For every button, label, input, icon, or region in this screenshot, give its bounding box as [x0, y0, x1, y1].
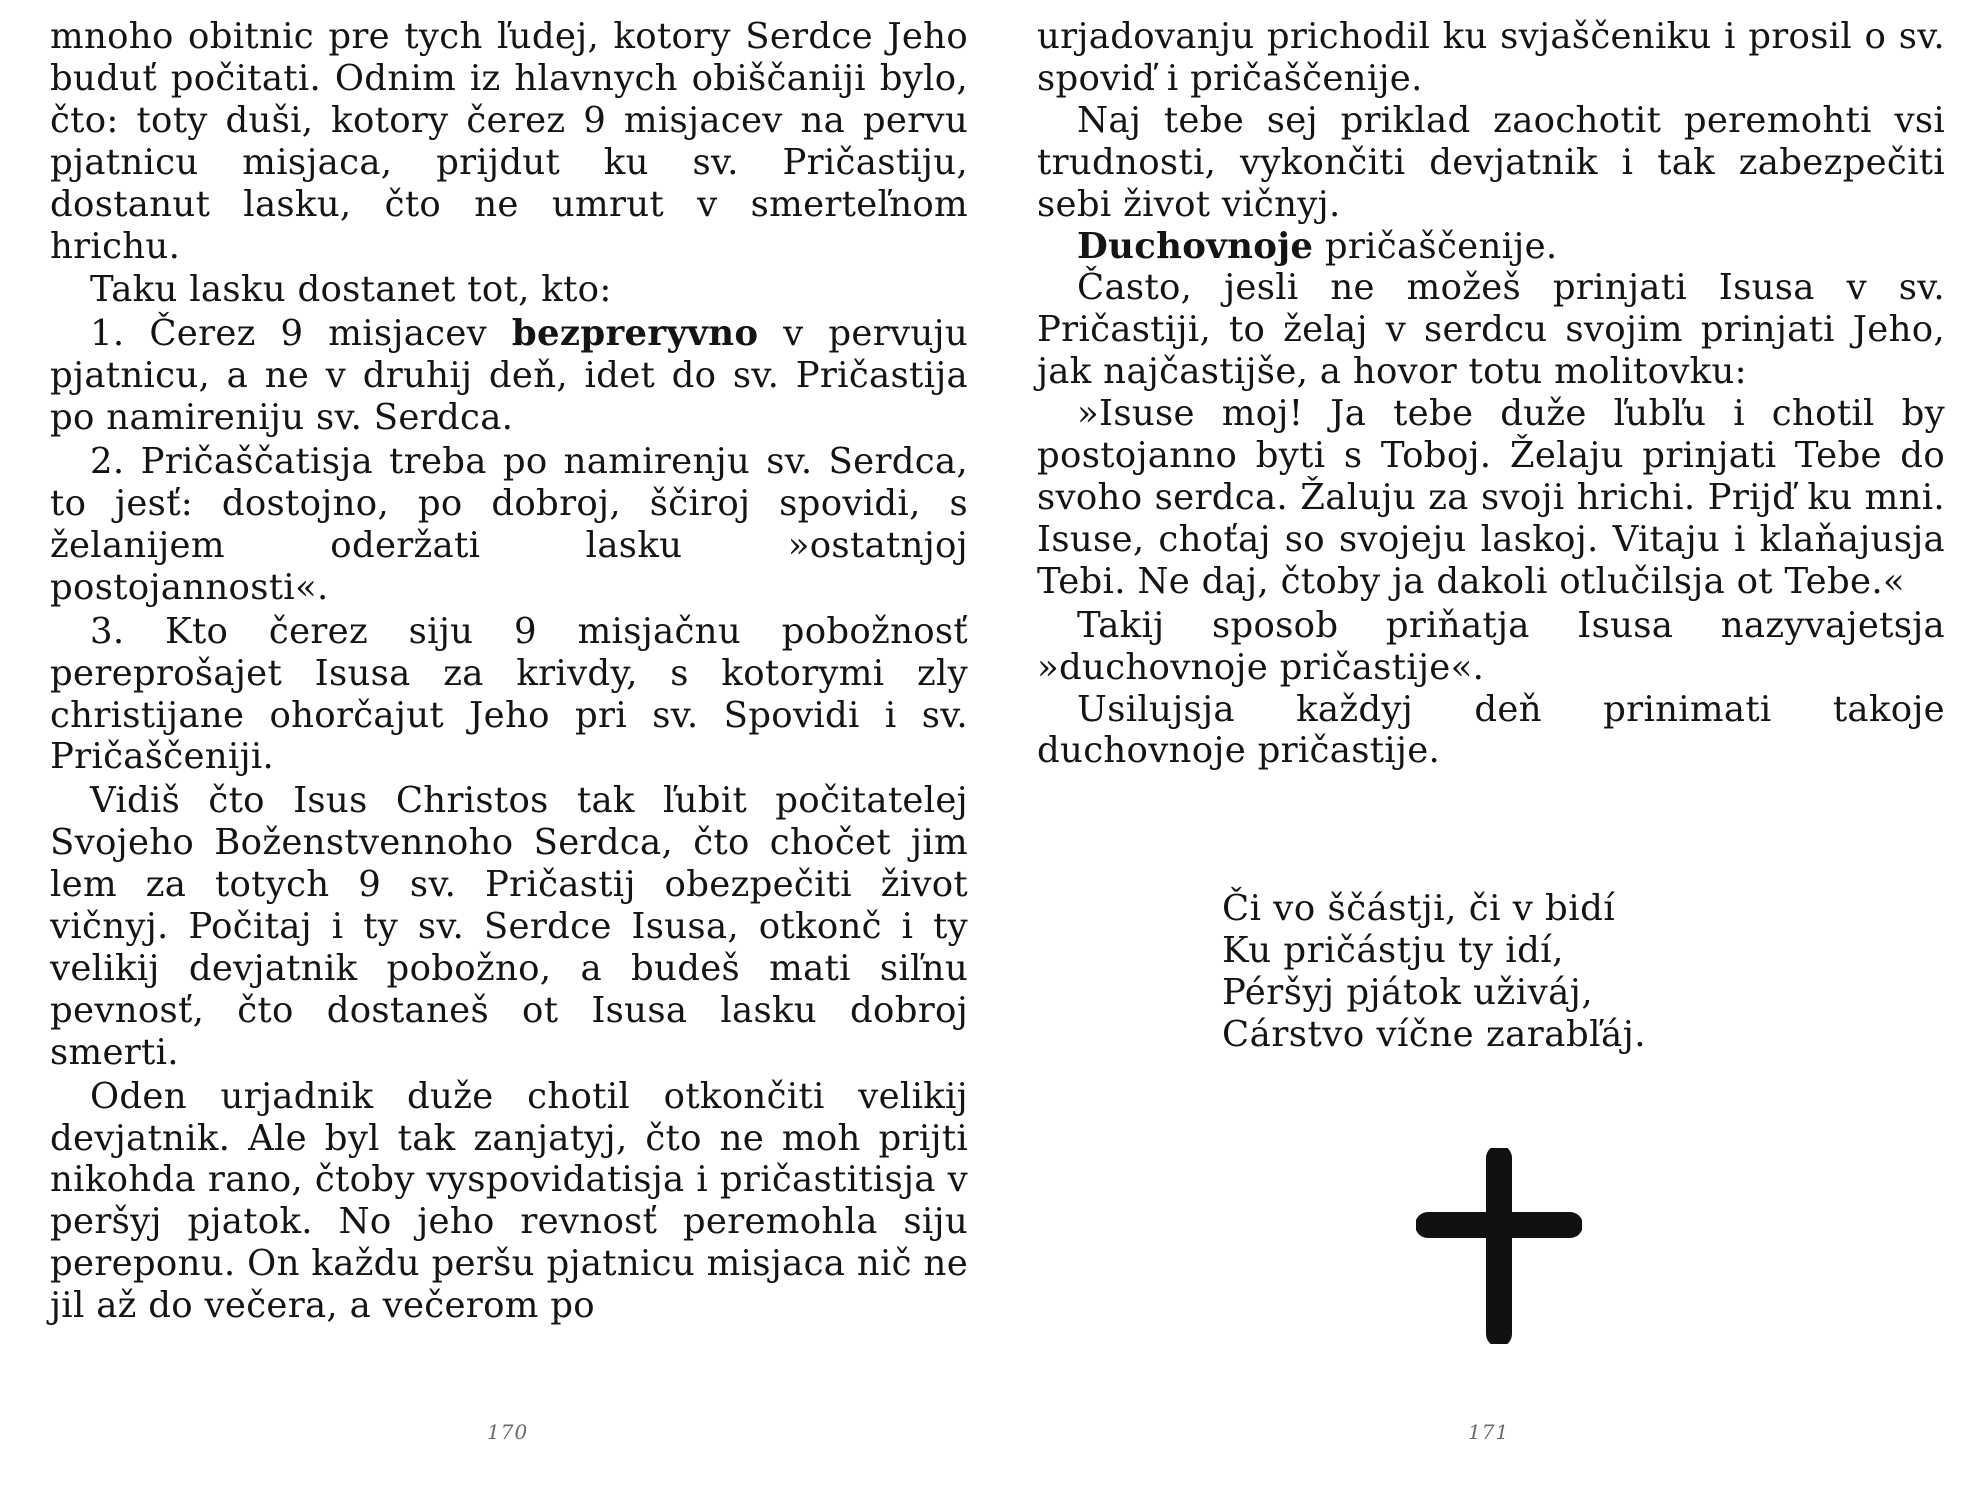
paragraph-example-continued: urjadovanju prichodil ku svjaščeniku i prosil o sv. spoviď i pričaščenije.	[1037, 16, 1945, 99]
paragraph-intro: Taku lasku dostanet tot, kto:	[90, 269, 612, 311]
right-page-text	[1037, 16, 1945, 772]
paragraph-exhortation: Vidiš čto Isus Christos tak ľubit počitatelej Svojeho Boženstvennoho Serdca, čto chočet jim lem za totych 9 sv. Pričastij obezpečiti život vičnyj. Počitaj i ty sv. Serdce Isusa, otkonč i ty velikij devjatnik pobožno, a budeš mati siľnu pevnosť, čto dostaneš ot Isusa lasku dobroj smerti.	[50, 780, 968, 1073]
paragraph-encouragement: Naj tebe sej priklad zaochotit peremohti vsi trudnosti, vykončiti devjatnik i tak zabezpečiti sebi život vičnyj.	[1037, 99, 1945, 225]
paragraph-definition: Takij sposob priňatja Isusa nazyvajetsja »duchovnoje pričastije«.	[1037, 604, 1945, 688]
condition-1-text-before: 1. Čerez 9 misjacev	[90, 313, 512, 355]
cross-icon	[1416, 1148, 1582, 1344]
paragraph-condition-1	[50, 313, 968, 439]
page-number-left: 170	[487, 1420, 529, 1444]
section-heading-spiritual-communion	[1037, 226, 1945, 268]
prayer-text: »Isuse moj! Ja tebe duže ľubľu i chotil by postojanno byti s Toboj. Želaju prinjati Tebe do svoho serdca. Žaluju za svoji hrichi. Prijď ku mni. Isuse, choťaj so svojeju laskoj. Vitaju i klaňajusja Tebi. Ne daj, čtoby ja dakoli otlučilsja ot Tebe.«	[1037, 393, 1945, 602]
paragraph-example: Oden urjadnik duže chotil otkončiti velikij devjatnik. Ale byl tak zanjatyj, čto ne moh prijti nikohda rano, čtoby vyspovidatisja i pričastitisja v peršyj pjatok. No jeho revnosť peremohla siju pereponu. On každu peršu pjatnicu misjaca nič ne jil až do večera, a večerom po	[50, 1075, 968, 1327]
page-number-right: 171	[1468, 1420, 1510, 1444]
heading-bold-word: Duchovnoje	[1077, 225, 1314, 267]
poem-line: Péršyj pjátok uživáj,	[1222, 972, 1594, 1013]
paragraph-condition-2: 2. Pričaščatisja treba po namirenju sv. Serdca, to jesť: dostojno, po dobroj, ščiroj spovidi, s želanijem oderžati lasku »ostatnjoj postojannosti«.	[50, 441, 968, 608]
heading-rest: pričaščenije.	[1313, 225, 1558, 267]
poem-verse	[1222, 888, 1646, 1056]
left-page-text	[50, 16, 968, 1327]
poem-line: Cárstvo víčne zarabľáj.	[1222, 1014, 1646, 1055]
paragraph-instruction: Často, jesli ne možeš prinjati Isusa v sv. Pričastiji, to želaj v serdcu svojim prinjati Jeho, jak najčastijše, a hovor totu molitovku:	[1037, 267, 1945, 393]
paragraph-continuation: mnoho obitnic pre tych ľudej, kotory Serdce Jeho buduť počitati. Odnim iz hlavnych obiščaniji bylo, čto: toty duši, kotory čerez 9 misjacev na pervu pjatnicu misjaca, prijdut ku sv. Pričastiju, dostanut lasku, čto ne umrut v smerteľnom hrichu.	[50, 16, 968, 267]
paragraph-closing: Usilujsja každyj deň prinimati takoje duchovnoje pričastije.	[1037, 688, 1945, 772]
condition-1-bold-word: bezpreryvno	[511, 313, 759, 355]
poem-line: Či vo ščástji, či v bidí	[1222, 888, 1616, 929]
condition-1-text-after: v pervuju pjatnicu, a ne v druhij deň, idet do sv. Pričastija po namireniju sv. Serdca.	[50, 313, 968, 439]
poem-line: Ku pričástju ty idí,	[1222, 930, 1564, 971]
paragraph-condition-3: 3. Kto čerez siju 9 misjačnu pobožnosť pereprošajet Isusa za krivdy, s kotorymi zly christijane ohorčajut Jeho pri sv. Spovidi i sv. Pričaščeniji.	[50, 610, 968, 778]
